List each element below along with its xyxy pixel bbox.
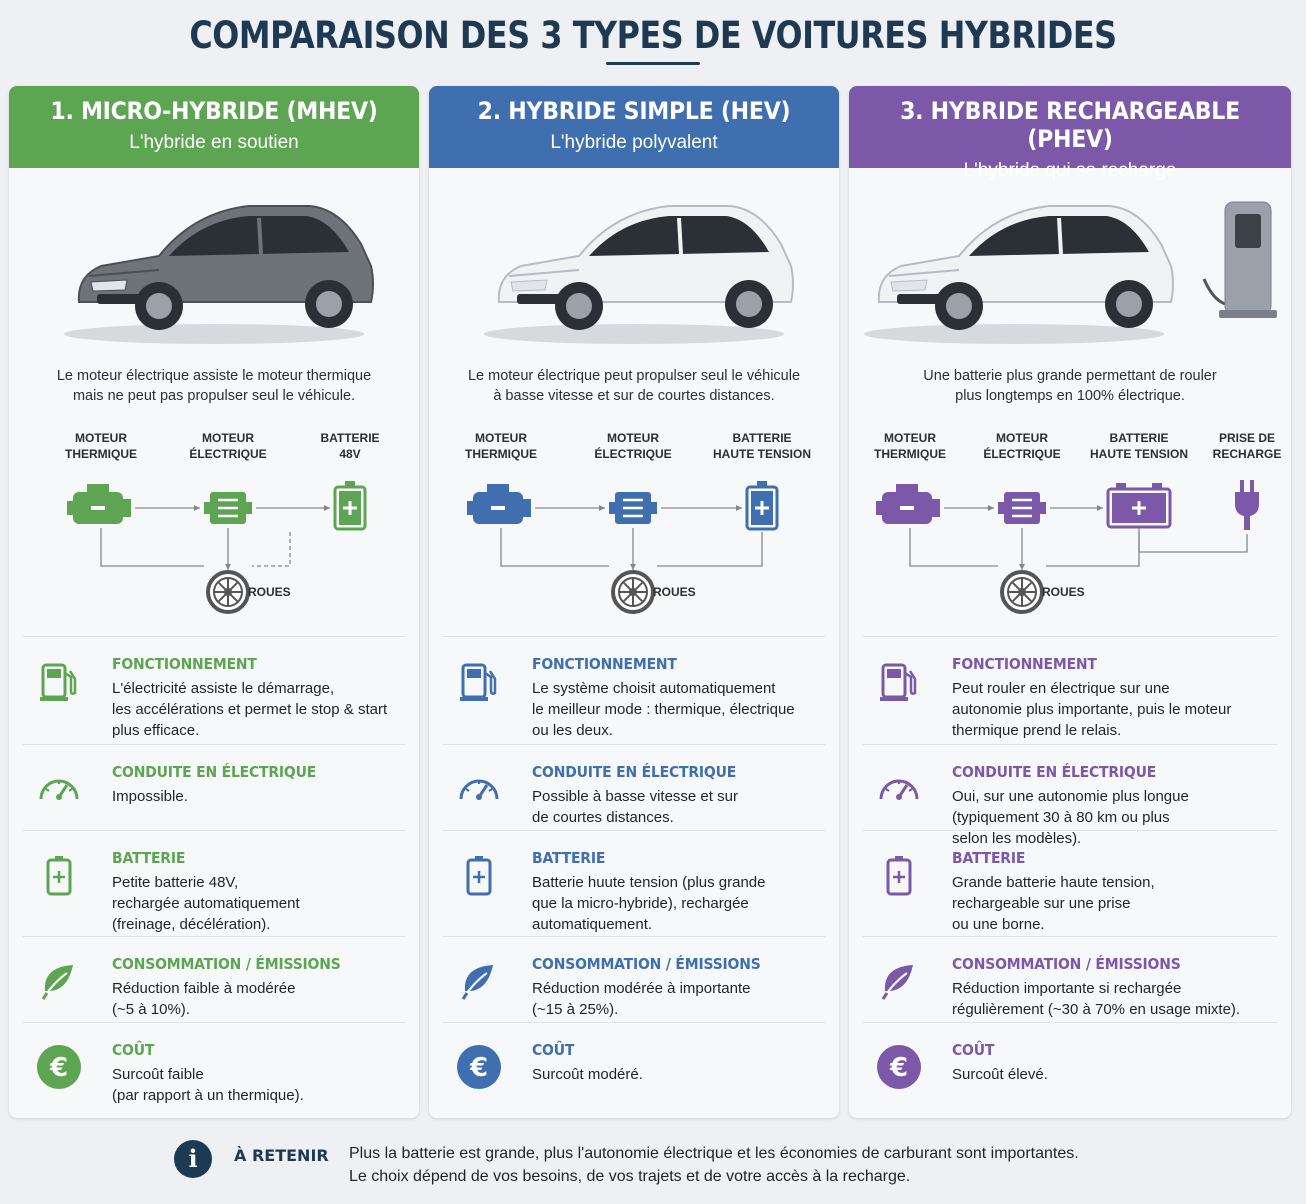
column-3 (849, 86, 1291, 1118)
feature-title: CONSOMMATION / ÉMISSIONS (952, 955, 1181, 973)
car-illustration (849, 184, 1291, 354)
engine-icon (467, 484, 531, 524)
euro-icon (877, 1045, 921, 1089)
feature-text: Grande batterie haute tension, rechargeable sur une prise ou une borne. (952, 874, 1155, 933)
column-description (849, 366, 1291, 406)
feature-title: CONSOMMATION / ÉMISSIONS (112, 955, 341, 973)
column-2 (429, 86, 839, 1118)
feature-text: Impossible. (112, 788, 188, 805)
powertrain-diagram (9, 426, 419, 616)
feature-text: Surcoût modéré. (532, 1066, 643, 1083)
footer-retenir (0, 1132, 1306, 1204)
feature-text: Réduction faible à modérée (~5 à 10%). (112, 980, 296, 1018)
column-subtitle: L'hybride polyvalent (550, 132, 718, 153)
diagram-label-line: THERMIQUE (874, 447, 946, 461)
wheels-label: ROUES (248, 585, 291, 599)
feature-row (443, 1022, 825, 1112)
diagram-label-line: BATTERIE (732, 431, 792, 445)
diagram-label-line: RECHARGE (1212, 447, 1282, 461)
feature-title: BATTERIE (952, 849, 1026, 867)
engine-icon (876, 484, 940, 524)
feature-text: Réduction importante si rechargée régulièrement (~30 à 70% en usage mixte). (952, 980, 1241, 1018)
wheel-icon (208, 572, 248, 612)
feature-row (23, 744, 405, 830)
description-line: mais ne peut pas propulser seul le véhicule. (72, 388, 356, 404)
feature-row (863, 636, 1277, 744)
feature-title: COÛT (532, 1041, 575, 1059)
feature-row (23, 936, 405, 1022)
fuel-pump-icon (457, 659, 501, 703)
feature-text: Le système choisit automatiquement le meilleur mode : thermique, électrique ou les deux. (532, 680, 795, 739)
diagram-label-line: THERMIQUE (465, 447, 537, 461)
feature-row (23, 1022, 405, 1112)
powertrain-diagram (849, 426, 1291, 616)
diagram-label-line: ÉLECTRIQUE (594, 447, 672, 461)
column-title: 1. MICRO-HYBRIDE (MHEV) (50, 97, 378, 125)
feature-text: Oui, sur une autonomie plus longue (typiquement 30 à 80 km ou plus selon les modèles). (952, 788, 1189, 847)
diagram-label-line: HAUTE TENSION (1089, 447, 1188, 461)
feature-row (443, 936, 825, 1022)
speedometer-icon (457, 767, 501, 811)
feature-row (443, 636, 825, 744)
feature-row (863, 744, 1277, 847)
column-title: 2. HYBRIDE SIMPLE (HEV) (477, 97, 791, 125)
diagram-label-line: MOTEUR (202, 431, 254, 445)
diagram-label-line: MOTEUR (884, 431, 936, 445)
description-line: Le moteur électrique peut propulser seul le véhicule (467, 368, 801, 384)
electric-motor-icon (204, 492, 252, 524)
battery-icon (877, 853, 921, 897)
feature-title: FONCTIONNEMENT (952, 655, 1097, 673)
speedometer-icon (877, 767, 921, 811)
feature-text: Petite batterie 48V, rechargée automatiquement (freinage, décélération). (112, 874, 300, 933)
diagram-label-line: BATTERIE (320, 431, 380, 445)
diagram-label-line: ÉLECTRIQUE (983, 447, 1061, 461)
speedometer-icon (37, 767, 81, 811)
description-line: plus longtemps en 100% électrique. (955, 388, 1185, 404)
description-line: à basse vitesse et sur de courtes distances. (493, 388, 775, 404)
feature-text: Réduction modérée à importante (~15 à 25%). (532, 980, 751, 1018)
feature-title: CONDUITE EN ÉLECTRIQUE (532, 763, 737, 781)
feature-row (443, 830, 825, 936)
feature-text: Peut rouler en électrique sur une autonomie plus importante, puis le moteur thermique prend le relais. (952, 680, 1232, 739)
leaf-icon (877, 959, 921, 1003)
column-title: 3. HYBRIDE RECHARGEABLE (PHEV) (900, 97, 1240, 153)
column-description (9, 366, 419, 406)
description-line: Le moteur électrique assiste le moteur thermique (56, 368, 372, 384)
euro-icon (37, 1045, 81, 1089)
column-subtitle: L'hybride en soutien (129, 132, 299, 153)
diagram-graphic (429, 426, 839, 616)
column-1 (9, 86, 419, 1118)
column-header (9, 86, 419, 168)
leaf-icon (457, 959, 501, 1003)
diagram-label-line: HAUTE TENSION (712, 447, 811, 461)
battery-icon (457, 853, 501, 897)
wheels-label: ROUES (1042, 585, 1085, 599)
feature-row (23, 636, 405, 744)
info-icon: i (174, 1140, 212, 1178)
car-illustration (429, 184, 839, 354)
feature-title: CONDUITE EN ÉLECTRIQUE (112, 763, 317, 781)
feature-title: BATTERIE (112, 849, 186, 867)
feature-title: COÛT (952, 1041, 995, 1059)
car-illustration (9, 184, 419, 354)
fuel-pump-icon (37, 659, 81, 703)
battery-icon (747, 481, 777, 529)
feature-title: FONCTIONNEMENT (112, 655, 257, 673)
feature-row (863, 936, 1277, 1022)
feature-title: CONDUITE EN ÉLECTRIQUE (952, 763, 1157, 781)
svg-text:€: € (889, 1053, 909, 1083)
wheel-icon (613, 572, 653, 612)
wheels-label: ROUES (653, 585, 696, 599)
column-header (429, 86, 839, 168)
column-description (429, 366, 839, 406)
diagram-label-line: MOTEUR (607, 431, 659, 445)
powertrain-diagram (429, 426, 839, 616)
diagram-label-line: THERMIQUE (65, 447, 137, 461)
feature-row (863, 1022, 1277, 1112)
fuel-pump-icon (877, 659, 921, 703)
feature-row (443, 744, 825, 830)
diagram-graphic (9, 426, 419, 616)
description-line: Une batterie plus grande permettant de rouler (923, 368, 1217, 384)
euro-icon (457, 1045, 501, 1089)
diagram-label-line: PRISE DE (1218, 431, 1275, 445)
page-title: COMPARAISON DES 3 TYPES DE VOITURES HYBRIDES (189, 14, 1117, 57)
column-header (849, 86, 1291, 181)
column-subtitle: L'hybride qui se recharge (963, 160, 1177, 181)
feature-text: Surcoût faible (par rapport à un thermique). (112, 1066, 304, 1104)
diagram-label-line: 48V (339, 447, 361, 461)
diagram-label-line: BATTERIE (1109, 431, 1169, 445)
engine-icon (67, 484, 131, 524)
battery-icon (37, 853, 81, 897)
svg-text:€: € (49, 1053, 69, 1083)
feature-text: Surcoût élevé. (952, 1066, 1048, 1083)
feature-title: BATTERIE (532, 849, 606, 867)
leaf-icon (37, 959, 81, 1003)
feature-text: Possible à basse vitesse et sur de courtes distances. (532, 788, 738, 826)
wheel-icon (1002, 572, 1042, 612)
svg-text:€: € (469, 1053, 489, 1083)
feature-text: Batterie huute tension (plus grande que la micro-hybride), rechargée automatiquement. (532, 874, 766, 933)
battery-icon (335, 481, 365, 529)
diagram-label-line: MOTEUR (996, 431, 1048, 445)
electric-motor-icon (998, 492, 1046, 524)
feature-text: L'électricité assiste le démarrage, les accélérations et permet le stop & start plus efficace. (112, 680, 388, 739)
title-underline (606, 62, 700, 65)
diagram-label-line: MOTEUR (75, 431, 127, 445)
footer-line-2: Le choix dépend de vos besoins, de vos trajets et de votre accès à la recharge. (349, 1168, 911, 1185)
footer-line-1: Plus la batterie est grande, plus l'autonomie électrique et les économies de carburant sont importantes. (349, 1145, 1079, 1162)
feature-row (863, 830, 1277, 936)
feature-title: CONSOMMATION / ÉMISSIONS (532, 955, 761, 973)
plug-icon (1235, 480, 1259, 530)
diagram-label-line: MOTEUR (475, 431, 527, 445)
electric-motor-icon (609, 492, 657, 524)
feature-title: FONCTIONNEMENT (532, 655, 677, 673)
feature-row (23, 830, 405, 936)
battery-icon (1108, 483, 1170, 527)
feature-title: COÛT (112, 1041, 155, 1059)
footer-label: À RETENIR (234, 1146, 329, 1165)
diagram-label-line: ÉLECTRIQUE (189, 447, 267, 461)
